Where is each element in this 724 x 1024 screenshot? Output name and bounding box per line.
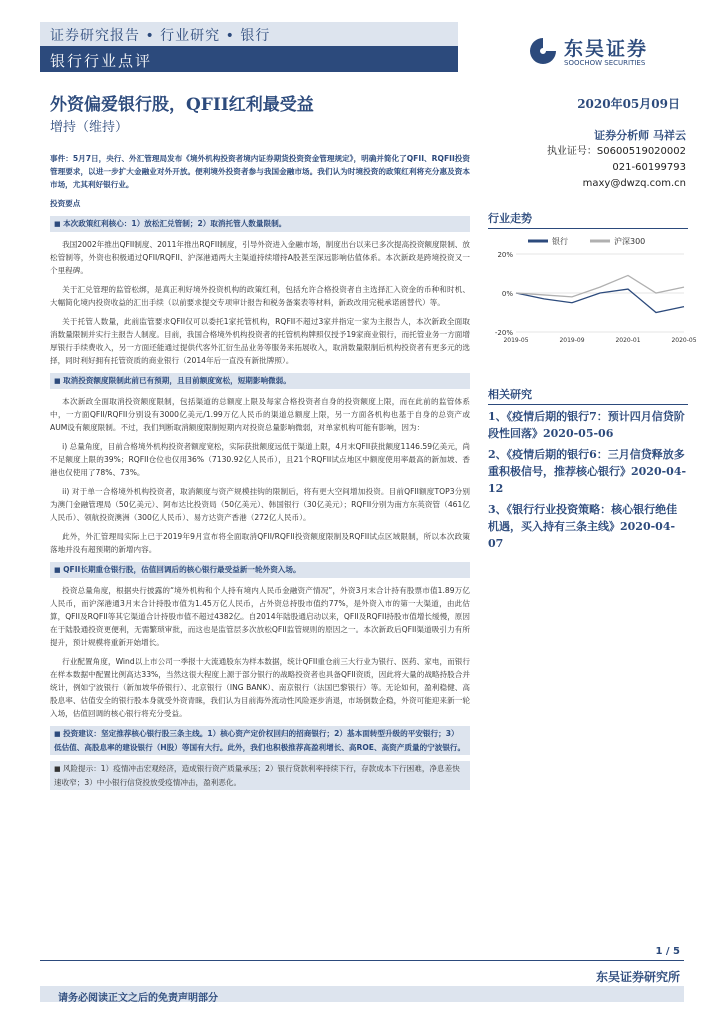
brand-logo bbox=[528, 32, 688, 72]
trend-chart bbox=[488, 232, 697, 347]
logo-en: SOOCHOW SECURITIES bbox=[564, 59, 646, 67]
event-paragraph: 事件：5月7日，央行、外汇管理局发布《境外机构投资者境内证券期货投资资金管理规定》，明确并简化了QFII、RQFII投资管理要求，以进一步扩大金融业对外开放。便利境外投资者参与我国金融市场。我们认为时境投资的政策红利将充分惠及资本市场，尤其利好银行业。 bbox=[50, 154, 470, 189]
section-1-title: ■ 本次政策红利核心：1）放松汇兑管制；2）取消托管人数量限制。 bbox=[50, 216, 470, 232]
analyst-phone: 021-60199793 bbox=[612, 162, 686, 173]
s1-p1: 我国2002年推出QFII制度、2011年推出RQFII制度，引导外资进入金融市场，制度出台以来已多次提高投资额度限制、放松管制等，外资也积极通过QFII/RQFII、沪深港通两大主渠道持续增持A股甚至深远影响估值体系。本次新政是跨境投资又一个里程碑。 bbox=[50, 240, 470, 275]
analyst-license: 执业证号：S0600519020002 bbox=[546, 146, 686, 157]
s2-p4: 此外，外汇管理局实际上已于2019年9月宣布将全面取消QFII/RQFII投资额度限制及RQFII试点区域限制，所以本次政策落地并没有超预期的新增内容。 bbox=[50, 532, 470, 554]
section-3-title: ■ QFII长期重仓银行股，估值回调后的核心银行最受益新一轮外资入场。 bbox=[50, 562, 470, 578]
analyst-block bbox=[530, 128, 686, 192]
footer-org: 东吴证券研究所 bbox=[595, 970, 680, 984]
legend-label: 沪深300 bbox=[614, 237, 646, 246]
main-body bbox=[50, 152, 470, 796]
section-4-investment: ■ 投资建议：坚定推荐核心银行股三条主线。1）核心资产定价权回归的招商银行；2）基本面转型升级的平安银行；3）低估值、高股息率的建设银行（H股）等国有大行。此外，我们也积极推荐高盈利增长、高ROE、高资产质量的宁波银行。 bbox=[50, 726, 470, 755]
s1-p2: 关于汇兑管理的监管松绑，是真正利好境外投资机构的政策红利，包括允许合格投资者自主选择汇入资金的币种和时机、大幅简化境内投资收益的汇出手续（以前要求提交专项审计报告和税务备案表等材料，新政改用完税承诺函替代）等。 bbox=[50, 285, 470, 307]
report-date: 2020年05月09日 bbox=[577, 97, 680, 111]
s3-p2: 行业配置角度，Wind以上市公司一季报十大流通股东为样本数据，统计QFII重仓前三大行业为银行、医药、家电，而银行在样本数据中配置比例高达33%，当然这很大程度上源于部分银行的战略投资者也具备QFII资质，因此将大量的战略持股合并统计，例如宁波银行（新加坡华侨银行）、北京银行（ING BANK）、南京银行（法国巴黎银行）等。无论如何，盈利稳健、高股息率、估值安全的银行股本身就受外资青睐，我们认为目前海外流动性风险逐步消退，市场倒数企稳，外资可能迎来新一轮入场，估值回调的核心银行将充分受益。 bbox=[50, 657, 470, 718]
s1-p3: 关于托管人数量，此前监管要求QFII仅可以委托1家托管机构，RQFII不超过3家并指定一家为主报告人，本次新政全面取消数量限制并实行主报告人制度。目前，我国合格境外机构投资者的托管机构牌照仅授予19家商业银行，而托管业务一方面增厚银行手续费收入，另一方面还能通过提供代客外汇衍生品业务等服务来拓展收入，取消数量限制后机构投资者有更多元的选择，同时利好拥有托管资质的商业银行（2014年后一直没有新批牌照）。 bbox=[50, 317, 470, 365]
x-tick-label: 2020-01 bbox=[615, 337, 641, 344]
x-tick-label: 2019-09 bbox=[559, 337, 585, 344]
x-tick-label: 2019-05 bbox=[503, 337, 529, 344]
section-2-title: ■ 取消投资额度限制此前已有预期，且目前额度宽松，短期影响微弱。 bbox=[50, 373, 470, 389]
breadcrumb: 证券研究报告 • 行业研究 • 银行 bbox=[50, 28, 271, 44]
s3-p1: 投资总量角度，根据央行披露的“境外机构和个人持有境内人民币金融资产情况”，外资3月末合计持有股票市值1.89万亿人民币，而沪深港通3月末合计持股市值为1.45万亿人民币，占外资总持股市值约77%，是外资入市的第一大渠道，由此估算，QFII及RQFII等其它渠道合计持股市值不超过4382亿。自2014年陆股通启动以来，QFII及RQFII持股市值增长缓慢，原因在于陆股通投资更便利，无需繁琐审批，而这也是监管层多次放松QFII监管规则的原因之一。本次新政后QFII渠道吸引力有所提升，预计规模将重新开始增长。 bbox=[50, 586, 470, 647]
logo-cn: 东吴证券 bbox=[564, 38, 649, 60]
related-item[interactable]: 2、《疫情后期的银行6：三月信贷释放多重积极信号，推荐核心银行》2020-04-12 bbox=[488, 448, 687, 495]
related-title: 相关研究 bbox=[488, 386, 688, 405]
logo-mark-icon bbox=[528, 36, 558, 66]
analyst-name: 证券分析师 马祥云 bbox=[594, 129, 686, 142]
disclaimer-note[interactable]: 请务必阅读正文之后的免责声明部分 bbox=[58, 993, 218, 1004]
report-title: 外资偏爱银行股，QFII红利最受益 bbox=[50, 95, 314, 115]
key-points-title: 投资要点 bbox=[50, 199, 81, 208]
y-tick-label: 0% bbox=[501, 290, 513, 298]
s2-p1: 本次新政全面取消投资额度限制，包括渠道的总额度上限及每家合格投资者自身的投资额度上限，而在此前的监管体系中，一方面QFII/RQFII分别设有3000亿美元/1.99万亿人民币的渠道总额度上限，另一方面各机构也基于自身的总资产或AUM设有额度限制。不过，我们判断取消额度限制短期内对投资总量影响微弱，对单家机构可能有影响，因为： bbox=[50, 397, 470, 432]
legend-label: 银行 bbox=[552, 237, 568, 246]
footer-line bbox=[40, 960, 684, 961]
related-list bbox=[488, 408, 688, 556]
trend-title: 行业走势 bbox=[488, 210, 688, 229]
s2-p3: ii) 对于单一合格境外机构投资者，取消额度与资产规模挂钩的限制后，将有更大空间增加投资。目前QFII额度TOP3分别为澳门金融管理局（50亿美元）、阿布达比投资局（50亿美元）、韩国银行（30亿美元）；RQFII分别为南方东英资管（461亿人民币）、领航投资澳洲（300亿人民币）、易方达资产香港（272亿人民币）。 bbox=[50, 487, 470, 522]
y-tick-label: -20% bbox=[494, 329, 513, 337]
sidebar bbox=[488, 210, 688, 229]
page-number: 1 / 5 bbox=[655, 946, 680, 957]
related-item[interactable]: 3、《银行行业投资策略：核心银行绝佳机遇，买入持有三条主线》2020-04-07 bbox=[488, 503, 678, 550]
s2-p2: i) 总量角度，目前合格境外机构投资者额度宽松，实际获批额度远低于渠道上限，4月末QFII获批额度1146.59亿美元，尚不足额度上限的39%；RQFII仓位也仅用36%（7130.92亿人民币），且21个RQFII试点地区中额度使用率最高的新加坡、香港也仅使用了78%、73%。 bbox=[50, 442, 471, 477]
y-tick-label: 20% bbox=[497, 251, 513, 259]
related-item[interactable]: 1、《疫情后期的银行7：预计四月信贷阶段性回落》2020-05-06 bbox=[488, 410, 685, 440]
rating: 增持（维持） bbox=[50, 120, 129, 135]
category-label: 银行行业点评 bbox=[50, 52, 153, 70]
analyst-email[interactable]: maxy@dwzq.com.cn bbox=[582, 178, 686, 189]
section-5-risk: ■ 风险提示：1）疫情冲击宏观经济，造成银行资产质量承压；2）银行贷款利率持续下行，存款成本下行困难，净息差快速收窄；3）中小银行信贷投放受疫情冲击，盈利恶化。 bbox=[50, 761, 470, 790]
x-tick-label: 2020-05 bbox=[671, 337, 697, 344]
